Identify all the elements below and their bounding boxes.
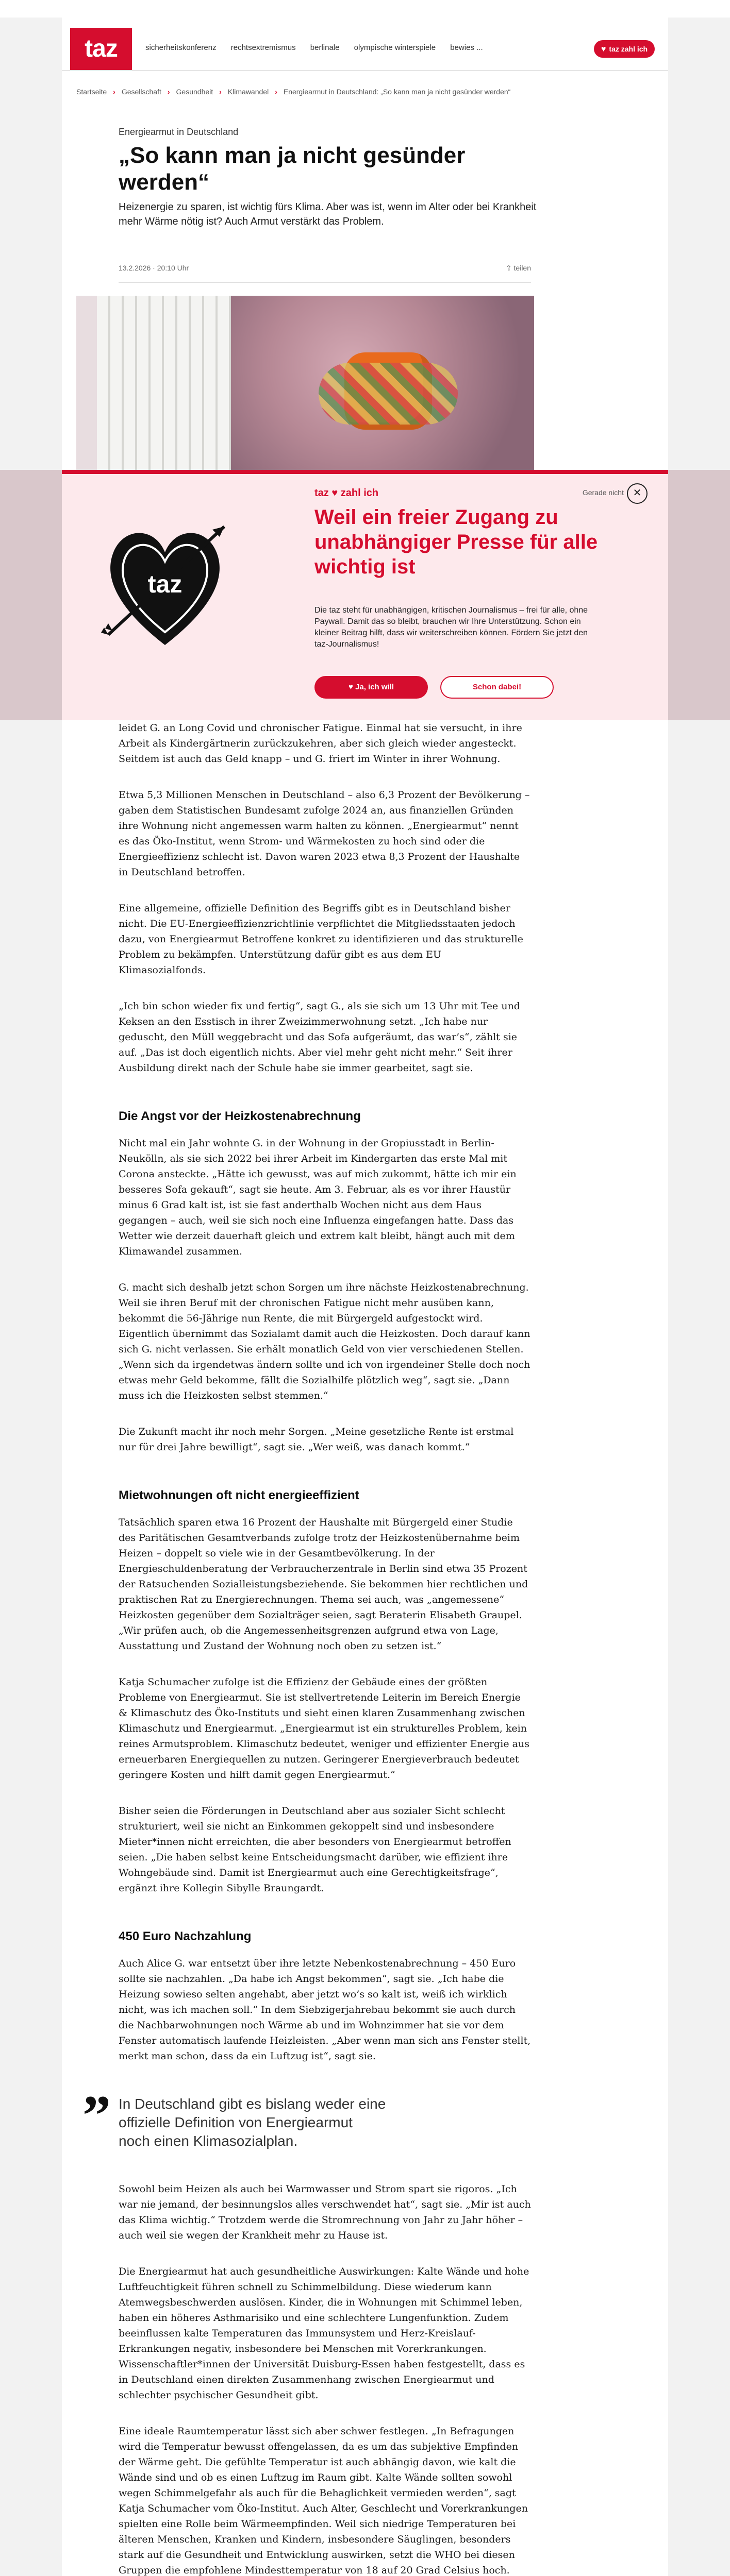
article-date: 13.2.2026 · 20:10 Uhr xyxy=(119,264,189,272)
paragraph: Sowohl beim Heizen als auch bei Warmwasser und Strom spart sie rigoros. „Ich war nie jemand, der besinnungslos alles verschwendet hat“, sagt sie. „Mir ist auch das Klima wichtig.“ Trotzdem werde die Stromrechnung von Jahr zu Jahr höher – auch weil sie wegen der Krankheit mehr zu Hause ist. xyxy=(119,2183,531,2241)
main-navigation xyxy=(62,28,668,70)
heart-icon: ♥ xyxy=(601,45,606,54)
nav-item-rechtsextremismus[interactable]: rechtsextremismus xyxy=(230,43,296,52)
support-button[interactable] xyxy=(594,40,655,58)
share-button[interactable] xyxy=(506,264,531,273)
nav-divider xyxy=(62,70,668,71)
chevron-right-icon: › xyxy=(219,88,222,96)
paragraph: Die Zukunft macht ihr noch mehr Sorgen. „Meine gesetzliche Rente ist erstmal nur für drei Jahre bewilligt“, sagt sie. „Wer weiß, was danach kommt.“ xyxy=(119,1426,514,1453)
overlay-close-label[interactable]: Gerade nicht xyxy=(582,488,624,497)
nav-item-berlinale[interactable]: berlinale xyxy=(310,43,340,52)
section-heading: Mietwohnungen oft nicht energieeffizient xyxy=(119,1488,359,1502)
overlay-brand: taz ♥ zahl ich xyxy=(314,487,379,499)
section-heading: Die Angst vor der Heizkostenabrechnung xyxy=(119,1109,361,1123)
heart-icon: ♥ xyxy=(348,683,356,691)
paragraph: G. macht sich deshalb jetzt schon Sorgen um ihre nächste Heizkostenabrechnung. Weil sie ihren Beruf mit der chronischen Fatigue nicht mehr ausüben kann, bekommt die 56-Jährige nun Rente, die mit Bürgergeld aufgestockt wird. Eigentlich übernimmt das Sozialamt damit auch die Heizkosten. Doch darauf kann sich G. nicht verlassen. Sie erhält monatlich Geld von vier verschiedenen Stellen. „Wenn sich da irgendetwas ändern sollte und ich von irgendeiner Stelle doch noch etwas mehr Geld bekomme, fällt die Sozialhilfe plötzlich weg“, sagt sie. „Dann muss ich die Heizkosten selbst stemmen.“ xyxy=(119,1282,530,1401)
breadcrumb xyxy=(76,88,510,96)
article-body xyxy=(82,720,531,2576)
chevron-right-icon: › xyxy=(167,88,170,96)
paragraph: „Ich bin schon wieder fix und fertig“, sagt G., als sie sich um 13 Uhr mit Tee und Keksen an den Esstisch in ihrer Zweizimmerwohnung setzt. „Ich habe nur geduscht, den Müll weggebracht und das Sofa aufgeräumt, das war’s“, zählt sie auf. „Das ist doch eigentlich nichts. Aber viel mehr geht nicht mehr.“ Seit ihrer Ausbildung direkt nach der Schule habe sie immer gearbeitet, sagt sie. xyxy=(119,1001,520,1074)
nav-item-olympische-winterspiele[interactable]: olympische winterspiele xyxy=(354,43,436,52)
paragraph: Bisher seien die Förderungen in Deutschland aber aus sozialer Sicht schlecht strukturiert, weil sie nicht an Einkommen gekoppelt sind und insbesondere Mieter*innen nicht erreichten, die aber besonders von Energiearmut betroffen seien. „Die haben selbst keine Entscheidungsmacht darüber, wie effizient ihre Wohngebäude sind. Damit ist Energiearmut auch eine Gerechtigkeitsfrage“, ergänzt ihre Kollegin Sibylle Braungardt. xyxy=(119,1805,511,1894)
pull-quote-text: In Deutschland gibt es bislang weder eine offizielle Definition von Energiearmut noch einen Klimasozialplan. xyxy=(119,2096,386,2149)
gloved-hands-graphic xyxy=(319,363,458,425)
support-button-label: taz zahl ich xyxy=(609,45,648,53)
article-title: „So kann man ja nicht gesünder werden“ xyxy=(119,143,466,195)
section-heading: 450 Euro Nachzahlung xyxy=(119,1929,252,1943)
already-member-button[interactable]: Schon dabei! xyxy=(440,676,554,699)
share-label: teilen xyxy=(513,264,531,272)
article-lead: Heizenergie zu sparen, ist wichtig fürs Klima. Aber was ist, wenn im Alter oder bei Krankheit mehr Wärme nötig ist? Auch Armut verstärkt das Problem. xyxy=(119,201,537,227)
overlay-top-stripe xyxy=(62,470,668,474)
chevron-right-icon: › xyxy=(113,88,115,96)
donation-overlay xyxy=(0,470,730,720)
donate-yes-button[interactable] xyxy=(314,676,428,699)
quote-icon: ” xyxy=(82,2084,111,2147)
article-kicker: Energiearmut in Deutschland xyxy=(119,127,239,137)
breadcrumb-item-current: Energiearmut in Deutschland: „So kann man ja nicht gesünder werden“ xyxy=(283,88,511,96)
hero-image xyxy=(76,296,534,471)
breadcrumb-item-klimawandel[interactable]: Klimawandel xyxy=(227,88,269,96)
heart-badge-text: taz xyxy=(147,571,182,598)
paragraph: Tatsächlich sparen etwa 16 Prozent der Haushalte mit Bürgergeld einer Studie des Paritätischen Gesamtverbands zufolge trotz der Heizkostenübernahme beim Heizen – doppelt so viele wie in der Gesamtbevölkerung. In der Energieschuldenberatung der Verbraucherzentrale in Berlin sind etwa 35 Prozent der Ratsuchenden Sozialleistungsbeziehende. Sie bekommen hier rechtlichen und praktischen Rat zu Energierechnungen. Thema sei auch, was „angemessene“ Heizkosten gegenüber dem Sozialträger seien, sagt Beraterin Elisabeth Graupel. „Wir prüfen auch, ob die Angemessenheitsgrenzen aufgrund etwa von Lage, Ausstattung und Zustand der Wohnung noch oben zu setzen ist.“ xyxy=(119,1517,528,1652)
paragraph: Etwa 5,3 Millionen Menschen in Deutschland – also 6,3 Prozent der Bevölkerung – gaben dem Statistischen Bundesamt zufolge 2024 an, aus finanziellen Gründen ihre Wohnung nicht angemessen warm halten zu können. „Energiearmut“ nennt es das Öko-Institut, wenn Strom- und Wärmekosten zu hoch sind oder die Energieeffizienz schlecht ist. Davon waren 2023 etwa 8,3 Prozent der Haushalte in Deutschland betroffen. xyxy=(119,789,530,878)
article-meta xyxy=(119,264,531,272)
paragraph: Katja Schumacher zufolge ist die Effizienz der Gebäude eines der größten Probleme von Energiearmut. Sie ist stellvertretende Leiterin im Bereich Energie & Klimaschutz des Öko-Instituts und sieht einen klaren Zusammenhang zwischen Klimaschutz und Energiearmut. „Energiearmut ist ein strukturelles Problem, kein reines Armutsproblem. Klimaschutz bedeutet, weniger und effizienter Energie aus erneuerbaren Energiequellen zu nutzen. Geringerer Energieverbrauch bedeutet geringere Kosten und hilft damit gegen Energiearmut.“ xyxy=(119,1676,529,1781)
nav-item-more[interactable]: bewies ... xyxy=(450,43,483,52)
donate-yes-label: Ja, ich will xyxy=(355,683,394,691)
paragraph: Eine ideale Raumtemperatur lässt sich aber schwer festlegen. „In Befragungen wird die Temperatur bewusst offengelassen, da es um das subjektive Empfinden der Wärme geht. Die gefühlte Temperatur ist auch abhängig davon, wie kalt die Wände sind und ob es einen Luftzug im Raum gibt. Kalte Wände sollten sowohl wegen Schimmelgefahr als auch für die Behaglichkeit vermieden werden“, sagt Katja Schumacher vom Öko-Institut. Auch Alter, Geschlecht und Vorerkrankungen spielten eine Rolle beim Wärmeempfinden. Weil sich niedrige Temperaturen bei älteren Menschen, Kranken und Kindern, insbesondere Säuglingen, besonders stark auf die Gesundheit und Entwicklung auswirken, setzt die WHO bei diesen Gruppen die empfohlene Mindesttemperatur von 18 auf 20 Grad Celsius hoch. xyxy=(119,2426,528,2576)
nav-item-sicherheitskonferenz[interactable]: sicherheitskonferenz xyxy=(145,43,217,52)
taz-logo[interactable]: taz xyxy=(70,28,132,70)
paragraph: Eine allgemeine, offizielle Definition des Begriffs gibt es in Deutschland bisher nicht. Die EU-Energieeffizienzrichtlinie verpflichtet die Mitgliedsstaaten jedoch dazu, von Energiearmut Betroffene konkret zu identifizieren und das strukturelle Problem zu bekämpfen. Unterstützung dafür gibt es aus dem EU Klimasozialfonds. xyxy=(119,903,523,976)
close-icon[interactable]: ✕ xyxy=(627,483,648,504)
breadcrumb-item-gesundheit[interactable]: Gesundheit xyxy=(176,88,213,96)
breadcrumb-item-startseite[interactable]: Startseite xyxy=(76,88,107,96)
paragraph: Nicht mal ein Jahr wohnte G. in der Wohnung in der Gropiusstadt in Berlin-Neukölln, als sie sich 2022 bei ihrer Arbeit im Kindergarten das erste Mal mit Corona ansteckte. „Hätte ich gewusst, was auf mich zukommt, hätte ich mir ein besseres Sofa gekauft“, sagt sie heute. Am 3. Februar, als es vor ihrer Haustür minus 6 Grad kalt ist, ist sie fast anderthalb Wochen nicht aus dem Haus gegangen – auch, weil sie sich noch eine Influenza eingefangen hatte. Dass das Wetter wie derzeit dauerhaft gleich und extrem kalt bleibt, hängt auch mit dem Klimawandel zusammen. xyxy=(119,1138,517,1257)
overlay-title: Weil ein freier Zugang zu unabhängiger Presse für alle wichtig ist xyxy=(314,506,598,578)
share-icon: ⇪ xyxy=(505,264,514,272)
heart-arrow-icon xyxy=(98,506,232,660)
overlay-text: Die taz steht für unabhängigen, kritischen Journalismus – frei für alle, ohne Paywall. Damit das so bleibt, brauchen wir Ihre Unterstützung. Schon ein kleiner Beitrag hilft, dass wir weiterschreiben können. Fördern Sie jetzt den taz-Journalismus! xyxy=(314,606,588,649)
paragraph: leidet G. an Long Covid und chronischer Fatigue. Einmal hat sie versucht, in ihre Arbeit als Kindergärtnerin zurückzukehren, aber sich gleich wieder angesteckt. Seitdem ist auch das Geld knapp – und G. friert im Winter in ihrer Wohnung. xyxy=(119,722,522,765)
paragraph: Die Energiearmut hat auch gesundheitliche Auswirkungen: Kalte Wände und hohe Luftfeuchtigkeit führen schnell zu Schimmelbildung. Diese wiederum kann Atemwegsbeschwerden auslösen. Kinder, die in Wohnungen mit Schimmel leben, haben ein höheres Asthmarisiko und eine schlechtere Lungenfunktion. Zudem beeinflussen kalte Temperaturen das Immunsystem und Herz-Kreislauf-Erkrankungen negativ, insbesondere bei Menschen mit Vorerkrankungen. Wissenschaftler*innen der Universität Duisburg-Essen haben festgestellt, dass es in Deutschland einen direkten Zusammenhang zwischen Energiearmut und schlechter psychischer Gesundheit gibt. xyxy=(119,2266,529,2401)
paragraph: Auch Alice G. war entsetzt über ihre letzte Nebenkostenabrechnung – 450 Euro sollte sie nachzahlen. „Da habe ich Angst bekommen“, sagt sie. „Ich habe die Heizung sowieso selten angehabt, aber jetzt wo’s so kalt ist, weiß ich wirklich nicht, was ich machen soll.“ In dem Siebzigerjahrebau bekommt sie auch durch die Nachbarwohnungen noch Wärme ab und im Wohnzimmer hat sie vor dem Fenster automatisch laufende Heizleisten. „Aber wenn man sich ans Fenster stellt, merkt man schon, dass da ein Luftzug ist“, sagt sie. xyxy=(119,1958,531,2062)
pull-quote xyxy=(82,2084,387,2150)
meta-divider xyxy=(119,282,531,283)
breadcrumb-item-gesellschaft[interactable]: Gesellschaft xyxy=(121,88,161,96)
chevron-right-icon: › xyxy=(275,88,277,96)
donation-panel xyxy=(62,470,668,720)
topic-nav xyxy=(145,43,495,52)
